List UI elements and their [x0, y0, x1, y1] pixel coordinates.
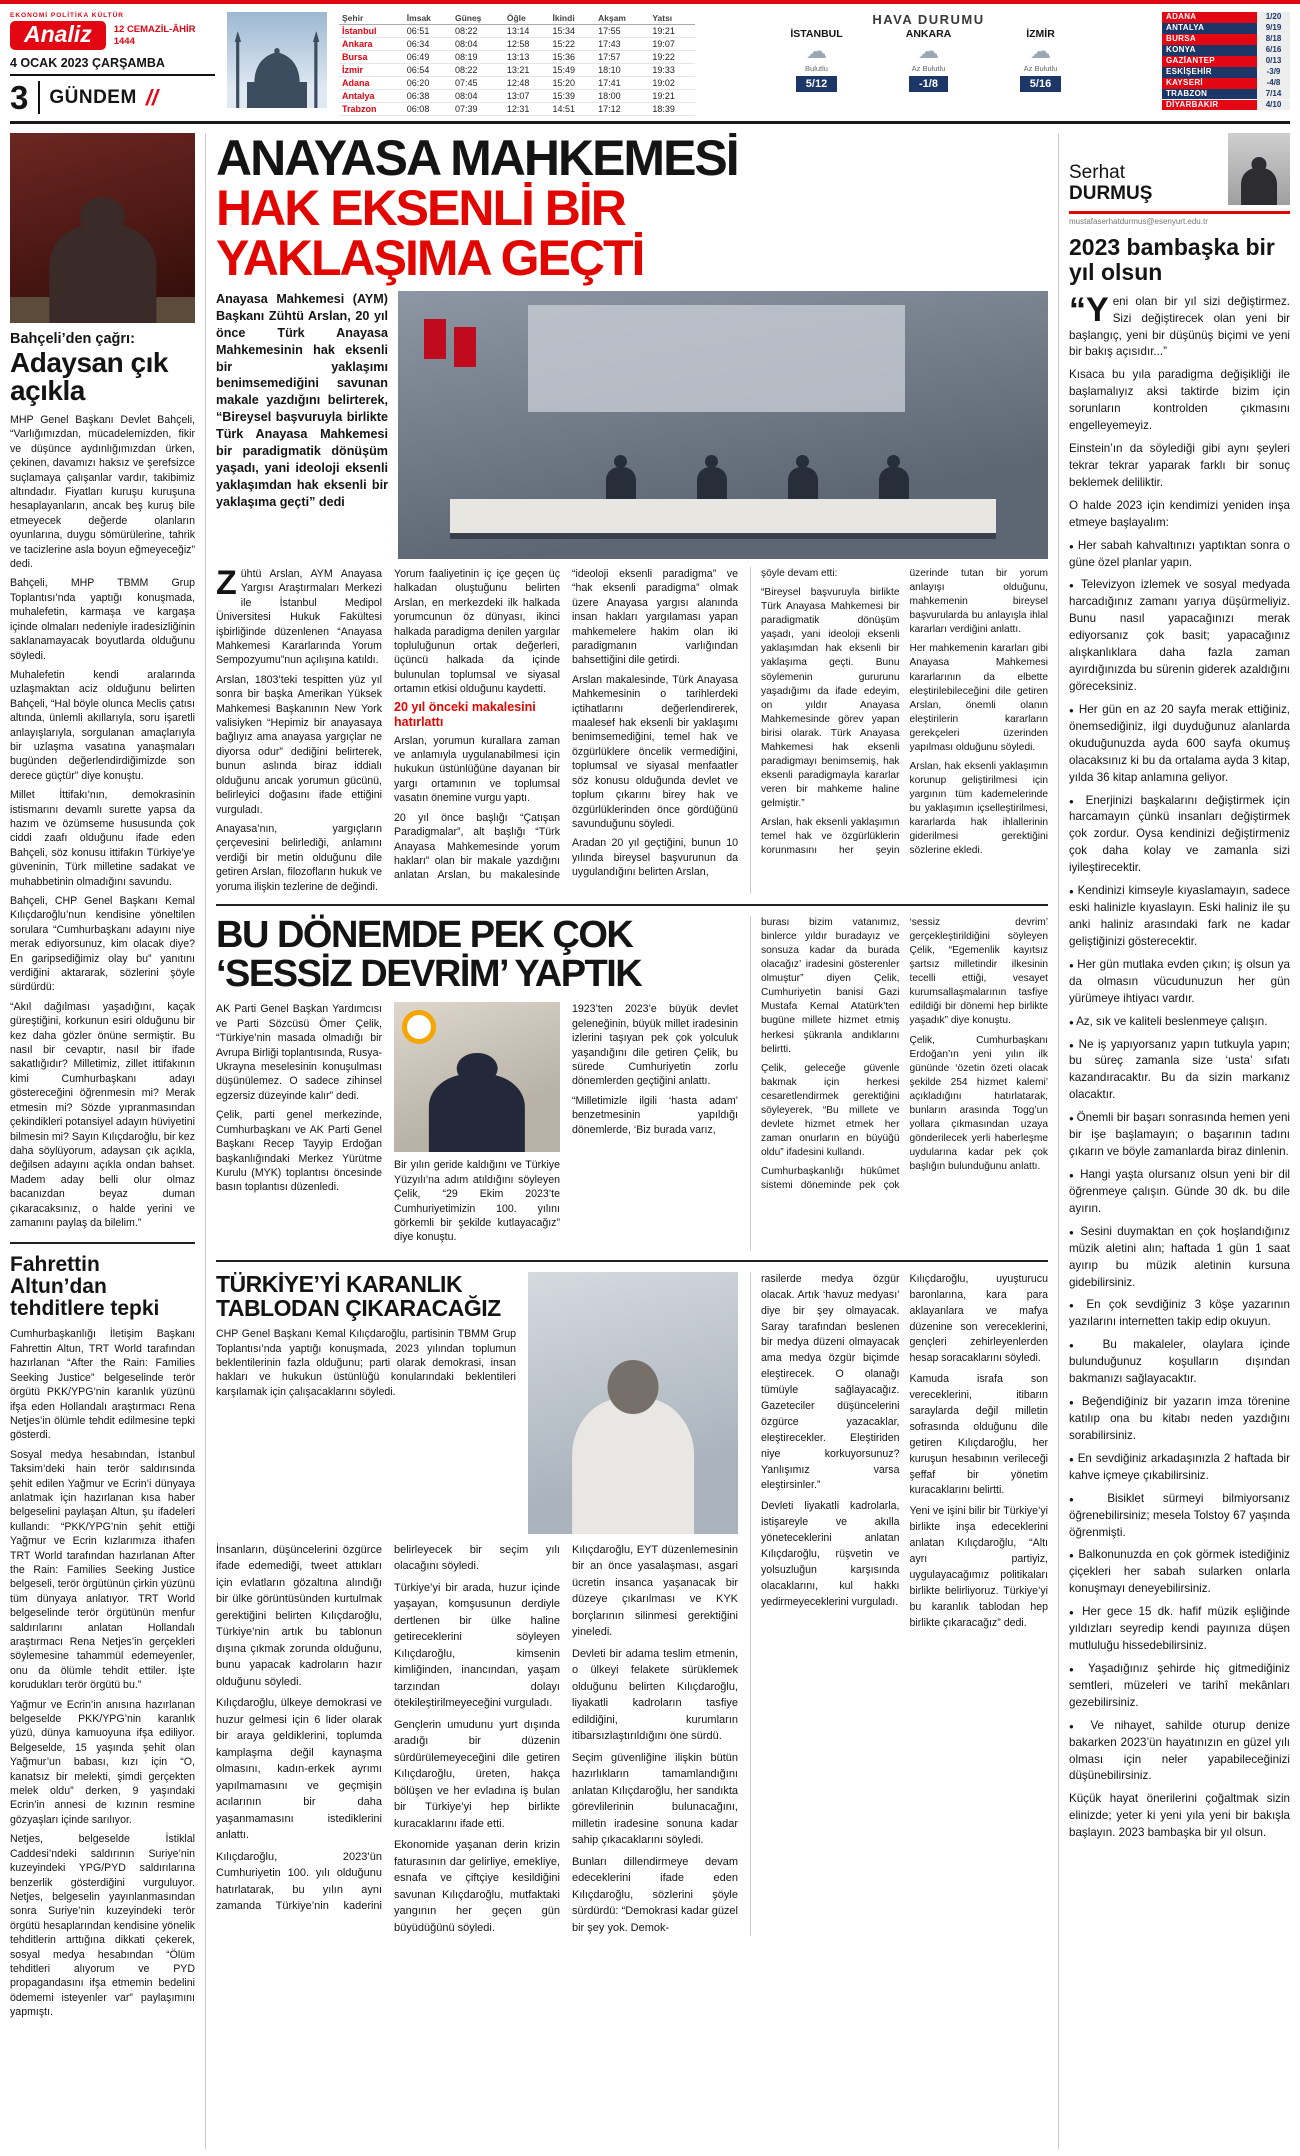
- temperature-badge: -1/8: [909, 76, 948, 92]
- column-header: Güneş: [452, 12, 504, 25]
- brand-tagline: EKONOMİ POLİTİKA KÜLTÜR: [10, 12, 124, 19]
- columnist-column: [1058, 133, 1290, 2149]
- weather-condition: Bulutlu: [805, 64, 828, 74]
- prayer-times-table: [339, 12, 695, 116]
- city-name: ANKARA: [905, 28, 952, 40]
- paragraph: Cumhurbaşkanlığı hükûmet sistemi döneminde pek çok ‘sessiz devrim’ gerçekleştirildiğini söyleyen Çelik, “Egemenlik kayıtsız şartsız milletindir ilkesinin tecelli ettiği, vesayet kurumsallaşmalarının tasfiye edildiği bir dönemi hep birlikte yaşadık” diye konuştu.: [761, 916, 1048, 1192]
- kilicdaroglu-headline: [216, 1272, 516, 1320]
- city-temp-row: [1162, 78, 1290, 89]
- panel-table-shape: [450, 499, 996, 533]
- columnist-header: [1069, 133, 1290, 214]
- weather-title: HAVA DURUMU: [872, 12, 985, 27]
- city-name: KAYSERİ: [1162, 78, 1257, 89]
- bullet-item: ● Enerjinizi başkalarını değiştirmek için harcamayın çünkü insanları değiştirmek çok zordur. Oysa kendinizi değiştirmeniz çok daha kolay ve zamanla sizi iyileştirecektir.: [1069, 793, 1290, 878]
- weather-city: [771, 28, 863, 92]
- prayer-times-header: [339, 12, 695, 25]
- kilicdaroglu-article-continuation: [750, 1272, 1048, 1937]
- paragraph: Ekonomide yaşanan derin krizin faturasının dar gelirliye, emekliye, esnafa ve çiftçiye kesildiğini savunan Kılıçdaroğlu, mutfaktaki yangının her geçen gün büyüdüğünü söyledi.: [394, 1839, 560, 1934]
- paragraph: Kılıçdaroğlu, uyuşturucu baronlarına, kara para aklayanlara ve mafya düzenine son vereceklerini, gençleri zehirleyenlerden hesap soracaklarını söyledi.: [909, 1272, 1048, 1365]
- prayer-times-row: İstanbul 06:51 08:22 13:14 15:34 17:55 19:21: [339, 25, 695, 38]
- bullet-item: ● Bisiklet sürmeyi bilmiyorsanız öğrenebilirsiniz; mesela Tolstoy 67 yaşında öğrenmişti.: [1069, 1491, 1290, 1542]
- city-name: Trabzon: [339, 103, 404, 116]
- mosque-silhouette-icon: [227, 12, 327, 108]
- temperature-value: 0/13: [1257, 56, 1290, 67]
- issue-date: 4 OCAK 2023 ÇARŞAMBA: [10, 56, 215, 76]
- columnist-last-name: DURMUŞ: [1069, 183, 1153, 205]
- aym-article-body: [216, 564, 738, 894]
- kilicdaroglu-article-body: [216, 1542, 738, 1937]
- bahceli-headline: Adaysan çık açıkla: [10, 347, 168, 406]
- bullet-item: ● Beğendiğiniz bir yazarın imza törenine katılıp ona bu kitabı neden yazdığını sorabilirsiniz.: [1069, 1394, 1290, 1445]
- paragraph: Çelik, Cumhurbaşkanı Erdoğan’ın yeni yılın ilk gününde ‘özetin özeti olacak şekilde 254 hizmet kalemi’ açıkladığını hatırlatarak, bunların arasında Togg’un yollara çıkmasından uzaya gönderilecek yerli haberleşme uydularına kadar pek çok başlığın bulunduğunu anlattı.: [909, 1034, 1048, 1173]
- column-header: Akşam: [595, 12, 649, 25]
- paragraph: Yorum faaliyetinin iç içe geçen üç halkadan oluştuğunu belirten Arslan, en merkezdeki ilk halkada yorumcunun öz dünyası, ikinci halkada paradigma denilen yargılar topluluğunun ortak değerleri, üçüncü halkada da içinde bulunulan toplumsal ve siyasal ortamın etkisi olduğunu kaydetti.: [394, 568, 560, 696]
- bullet-item: ● Az, sık ve kaliteli beslenmeye çalışın.: [1069, 1014, 1290, 1031]
- paragraph: “Milletimizle ilgili ‘hasta adam’ benzetmesinin yapıldığı dönemlerde, ‘Biz burada varız,: [572, 1094, 738, 1136]
- paragraph: Einstein’ın da söylediği gibi aynı şeyleri tekrar tekrar yaparak farklı bir sonuç beklemek deliliktir.: [1069, 442, 1290, 489]
- columnist-portrait: [1228, 133, 1290, 205]
- temperature-badge: 5/16: [1020, 76, 1061, 92]
- bullet-item: ● Ve nihayet, sahilde oturup denize bakarken 2023’ün hayatınızın en güzel yılı olması için neler yapabileceğinizi düşünebilirsiniz.: [1069, 1718, 1290, 1786]
- column-intro: [1069, 290, 1290, 532]
- article-divider: [216, 904, 1048, 906]
- kilicdaroglu-article: [216, 1272, 1048, 1937]
- stage-backdrop-shape: [528, 305, 905, 412]
- paragraph: 20 yıl önce başlığı “Çatışan Paradigmalar”, alt başlığı “Türk Anayasa Mahkemesinde yorum hakları” olan bir makale yazdığını anlatan Arslan, bu makalesinde “ideoloji eksenli paradigma” ve “hak eksenli paradigma” olmak üzere Anayasa yargısı alanında insan hakları yargılaması yapan mahkemelere hakim olan iki paradigmanın varlığından bahsettiğini dile getirdi.: [394, 568, 738, 882]
- paragraph: Millet İttifakı’nın, demokrasinin istismarını devamlı surette yapsa da hazım ve özümseme hususunda çok ciddi zaafı olduğunu ifade eden Bahçeli, söz konusu ittifakın Türkiye’ye güveninin, Türk milletine sadakat ve muhabbetinin olmadığını savundu.: [10, 789, 195, 888]
- city-name: İZMİR: [1026, 28, 1055, 40]
- city-temp-row: [1162, 12, 1290, 23]
- prayer-times-row: Trabzon 06:08 07:39 12:31 14:51 17:12 18:39: [339, 103, 695, 116]
- aym-article: [216, 133, 1048, 894]
- aym-headline: [216, 133, 741, 286]
- paragraph: şöyle devam etti:: [761, 568, 838, 579]
- header-rule: [10, 121, 1290, 124]
- column-header: Şehir: [339, 12, 404, 25]
- person-silhouette-icon: [429, 1074, 525, 1152]
- person-silhouette-icon: [697, 467, 727, 501]
- bahceli-photo: [10, 133, 195, 323]
- city-name: ADANA: [1162, 12, 1257, 23]
- headline-line: ‘SESSİZ DEVRİM’ YAPTIK: [216, 952, 642, 995]
- bullet-item: ● Hangi yaşta olursanız olsun yeni bir dil öğrenmeye çalışın. Günde 30 dk. bu dile ayırın.: [1069, 1167, 1290, 1218]
- bullet-item: ● Önemli bir başarı sonrasında hemen yeni bir işe başlamayın; o başarının tadını çıkarın ve böyle zamanlarda biraz dinlenin.: [1069, 1110, 1290, 1161]
- columnist-email: mustafaserhatdurmus@esenyurt.edu.tr: [1069, 217, 1208, 226]
- cloud-icon: ☁: [806, 40, 827, 63]
- paragraph: Arslan, hak eksenli yaklaşımın temel hak ve özgürlüklerin korunmasını her şeyin üzerinde tutan bir yorum anlayışı olduğunu, mahkemenin bireysel başvurularda bu anlayışla ihlal kararları verdiğini anlattı.: [761, 568, 1048, 857]
- prayer-times-row: Adana 06:20 07:45 12:48 15:20 17:41 19:02: [339, 77, 695, 90]
- left-column: [10, 133, 206, 2149]
- bullet-item: ● Ne iş yapıyorsanız yapın tutkuyla yapın; bu süreç zamanla size ‘usta’ sıfatı kazandıracaktır. Bu da sizin markanız olacaktır.: [1069, 1037, 1290, 1105]
- columnist-first-name: Serhat: [1069, 162, 1125, 184]
- person-silhouette-icon: [606, 467, 636, 501]
- paragraph: Netjes, belgeselde İstiklal Caddesi’ndeki saldırının Suriye’nin kuzeyindeki YPG/PYD saldırılarına benzerlik gösterdiğini vurguluyor. Netjes, belgeselin yayınlanmasından sonra Suriye’nin kuzeyindeki terör örgütü hesaplarından kendisine yönelik tehditlerin arttığına dikkati çekerek, sosyal medya hesabından “Ölüm tehditleri alıyorum ve PYD propagandasını ifşa etmemin bedelini ödememi isteyenler var” paylaşımını yapmıştı.: [10, 1833, 195, 2019]
- column-title: 2023 bambaşka bir yıl olsun: [1069, 234, 1275, 285]
- paragraph: Bahçeli, CHP Genel Başkanı Kemal Kılıçdaroğlu’nun kendisine yöneltilen sorulara “Cumhurbaşkanı adayını niye merak ediyorsunuz, kim olacak diye? En garipsediğimiz olay bu” yanıtını verdiğini aktararak, sözlerini şöyle sürdürdü:: [10, 895, 195, 994]
- temperature-value: -4/8: [1257, 78, 1290, 89]
- symposium-photo: [398, 291, 1048, 559]
- city-temp-row: [1162, 56, 1290, 67]
- prayer-times-row: Ankara 06:34 08:04 12:58 15:22 17:43 19:07: [339, 38, 695, 51]
- masthead: [10, 12, 215, 114]
- temperature-badge: 5/12: [796, 76, 837, 92]
- brand-logo: Analiz: [10, 21, 106, 50]
- city-name: KONYA: [1162, 45, 1257, 56]
- temperature-value: 8/18: [1257, 34, 1290, 45]
- page-info: [10, 76, 215, 114]
- city-name: Ankara: [339, 38, 404, 51]
- city-name: GAZİANTEP: [1162, 56, 1257, 67]
- city-name: Antalya: [339, 90, 404, 103]
- paragraph: Anayasa’nın, yargıçların çerçevesini belirlediği, anlamını verdiği bir metin olduğunu dile getiren Arslan, filozofların hukuk ve yoruma ilişkin tezlerine de değindi.: [216, 822, 382, 893]
- person-silhouette-icon: [1241, 168, 1277, 205]
- paragraph: Arslan, yorumun kurallara zaman ve anlamıyla uygulanabilmesi için hukukun üstünlüğüne dayanan bir yargı ortamının ve toplumsal vasatın önemine vurgu yaptı.: [394, 734, 560, 805]
- city-name: İSTANBUL: [790, 28, 843, 40]
- city-name: Adana: [339, 77, 404, 90]
- city-temp-row: [1162, 34, 1290, 45]
- paragraph: AK Parti Genel Başkan Yardımcısı ve Parti Sözcüsü Ömer Çelik, “Türkiye’nin masada olmadığı bir Avrupa Birliği toplantısında, Rusya-Ukrayna meselesinin konuşulması düşünülemez. O sadece zihinsel egzersiz düzeyinde kalır” dedi.: [216, 1003, 382, 1102]
- center-column: [216, 133, 1048, 2149]
- bullet-item: ● Bu makaleler, olaylara içinde bulunduğunuz koşulların dışından bakmanızı sağlayacaktır.: [1069, 1337, 1290, 1388]
- bahceli-article-body: [10, 413, 195, 1230]
- city-temp-row: [1162, 45, 1290, 56]
- weather-condition: Az Bulutlu: [911, 64, 946, 74]
- body-column: [216, 1002, 382, 1249]
- paragraph: Seçim güvenliğine ilişkin bütün hazırlıkların tamamlandığını anlatan Kılıçdaroğlu, her sandıkta görevlilerinin bulunacağını, milletin iradesine sonuna kadar sahip çıkacaklarını söyledi.: [572, 1751, 738, 1847]
- city-name: DİYARBAKIR: [1162, 100, 1257, 111]
- paragraph: Bunları dillendirmeye devam edeceklerini ifade eden Kılıçdaroğlu, sözlerini şöyle sürdürdü: “Demokrasi kadar güzel bir şey yok. Demok-: [572, 1855, 738, 1934]
- city-name: ANTALYA: [1162, 23, 1257, 34]
- party-logo-icon: [402, 1010, 436, 1044]
- person-silhouette-icon: [788, 467, 818, 501]
- paragraph: burası bizim vatanımız, binlerce yıldır buradayız ve sonsuza kadar da burada olacağız’ iradesini gösterenler olmuştur” diyen Çelik, Cumhuriyetin banisi Gazi Mustafa Kemal Atatürk’ten bugüne millete hizmet etmiş herkesi şükranla andıklarını belirtti.: [761, 916, 900, 1055]
- article-kicker: Bahçeli’den çağrı:: [10, 331, 135, 347]
- bullet-item: ● En çok sevdiğiniz 3 köşe yazarının yazılarını internetten takip edip okuyun.: [1069, 1297, 1290, 1331]
- city-name: TRABZON: [1162, 89, 1257, 100]
- bullet-item: ● Her gün mutlaka evden çıkın; iş olsun ya da olmasın vücudunuzun her gün yürümeye ihtiyacı vardır.: [1069, 957, 1290, 1008]
- city-temp-row: [1162, 100, 1290, 111]
- paragraph: Türkiye’yi bir arada, huzur içinde yaşayan, komşusunun derdiyle dertlenen bir ülke haline getireceklerini söyleyen Kılıçdaroğlu, kimsenin kimliğinden, inancından, yaşam tarzından dolayı ötekileştirilmeyeceğini vurguladı.: [394, 1581, 560, 1710]
- lead-paragraph: Anayasa Mahkemesi (AYM) Başkanı Zühtü Arslan, 20 yıl önce Türk Anayasa Mahkemesinin hak eksenli bir yaklaşımı benimsemediğini savunan makale yazdığını belirterek, “Bireysel başvuruyla birlikte Türk Anayasa Mahkemesi bir paradigmatik dönüşüm yaşadı, yani ideoloji eksenli yaklaşımdan hak eksenli bir yaklaşıma geçti” dedi: [216, 292, 388, 509]
- bullet-item: ● Her gün en az 20 sayfa merak ettiğiniz, önemsediğiniz, ilgi duyduğunuz alanlarda okuduğunuzda ayda 600 sayfa okumuş olacaksınız ki bu da ortalama ayda 3 kitap, yılda 36 kitap anlamına geliyor.: [1069, 702, 1290, 787]
- section-slashes-icon: //: [145, 84, 159, 110]
- section-name: GÜNDEM: [49, 86, 137, 108]
- person-silhouette-icon: [879, 467, 909, 501]
- paragraph: Muhalefetin kendi aralarında uzlaşmaktan aciz olduğunu belirten Bahçeli, “Hal böyle olunca Meclis çatısı altında, ünlemli akıllarıyla, soru işaretli anlayışlarıyla, sorgulanan amaçlarıyla bir uzlaşma vasatına yanaşmaları bugünden değerlendirdiğimizde son derece güçtür” diye konuştu.: [10, 668, 195, 782]
- paragraph: Yağmur ve Ecrin’in anısına hazırlanan belgeselde PKK/YPG’nin karanlık yüzü, dünya kamuoyuna ifşa ediliyor. Belgeselde, 15 yaşında şehit olan Yağmur’un babası, kızı için “O, kanatsız bir melekti, şimdi gerçekten melek oldu” derken, 9 yaşındaki Ecrin’in annesi de kızının resmine gözyaşları içinde sarılıyor.: [10, 1698, 195, 1826]
- article-divider: [216, 1260, 1048, 1262]
- paragraph: Arslan, 1803’teki tespitten yüz yıl sonra bir başka Amerikan Yüksek Mahkemesi Başkanının New York valisiyken “Hepimiz bir anayasaya bağlıyız ama anayasa yargıçlar ne diyorsa odur” dediğini belirterek, bunun aslında biraz iddialı olduğunu ancak yorumun gücünü, belirleyici doğasını ifade ettiğini vurguladı.: [216, 673, 382, 816]
- aym-article-continuation: [750, 567, 1048, 894]
- bullet-item: ● Her gece 15 dk. hafif müzik eşliğinde yıldızları seyredip kendi payınıza düşen mutluluğu hissedebilirsiniz.: [1069, 1604, 1290, 1655]
- city-temp-row: [1162, 67, 1290, 78]
- weather-condition: Az Bulutlu: [1023, 64, 1058, 74]
- celik-article-body: [216, 1002, 738, 1249]
- hijri-date: 12 CEMAZİL-ÂHİR 1444: [113, 24, 196, 47]
- paragraph: Kısaca bu yıla paradigma değişikliği ile başlamalıyız aksi taktirde bizim için sorunların kontrolden çıkmasını engelleyemeyiz.: [1069, 368, 1290, 433]
- page-body: [10, 133, 1290, 2149]
- paragraph: Kılıçdaroğlu, 2023’ün Cumhuriyetin 100. yılı olduğunu hatırlatarak, bu yılın aynı zamanda Türkiye’nin kaderini belirleyecek bir seçim yılı olacağını söyledi.: [216, 1543, 560, 1913]
- paragraph: Sosyal medya hesabından, İstanbul Taksim’deki hain terör saldırısında şehit edilen Yağmur ve Ecrin’i dünyaya anlatmak için hazırlanan kısa haber belgeselini paylaşan Altun, şu ifadeleri kullandı: “PKK/YPG’nin şehit ettiği Yağmur ve Ecrin kızlarımıza ithafen TRT World tarafından hazırlanan After the Rain: Families Seeking Justice belgeseli, terör örgütünün çirkin yüzünü tüm dünyaya anlatıyor. TRT World belgeselinde terör örgütünün menfur saldırılarını anlatan Hollandalı araştırmacı Rena Netjes’in gerçekleri söylemesine tahammül edemeyenler, onu da ölümle tehdit ettiler. İşte korudukları terör örgütü bu.”: [10, 1448, 195, 1692]
- paragraph: Devleti liyakatli kadrolarla, istişareyle ve akılla yöneteceklerini anlatan Kılıçdaroğlu, rüşvetin ve yolsuzluğun karşısında olacaklarını, kul hakkı yedirmeyeceklerini vurguladı.: [761, 1500, 900, 1608]
- lead-paragraph: CHP Genel Başkanı Kemal Kılıçdaroğlu, partisinin TBMM Grup Toplantısı’nda yaptığı konuşmada, 2023 yılından toplumun beklentilerinin fazla olduğunu; parti olarak demokrasi, insan hakları ve hukukun üstünlüğü konularındaki beklentileri karşılamak için çalışacaklarını söyledi.: [216, 1328, 516, 1398]
- paragraph: Gençlerin umudunu yurt dışında aradığı bir düzenin sürdürülemeyeceğini dile getiren Kılıçdaroğlu, üreten, hakça bölüşen ve her evladına iş bulan bir Türkiye’yi hep birlikte kuracaklarını ifade etti.: [394, 1718, 560, 1830]
- person-silhouette-icon: [572, 1398, 694, 1534]
- paragraph: O halde 2023 için kendimizi yeniden inşa etmeye başlayalım:: [1069, 498, 1290, 529]
- bullet-item: ● Balkonunuzda en çok görmek istediğiniz çiçekleri her sabah sularken onlarla konuşmayı deneyebilirsiniz.: [1069, 1547, 1290, 1598]
- headline-line: HAK EKSENLİ BİR: [216, 180, 625, 236]
- paragraph: Cumhurbaşkanlığı İletişim Başkanı Fahrettin Altun, TRT World tarafından hazırlanan “After the Rain: Families Seeking Justice” belgeselinde terör örgütü PKK/YPG’nin karanlık yüzünü ifşa eden Hollandalı araştırmacı Rena Netjes’in ölümle tehdit edilmesine tepki gösterdi.: [10, 1328, 195, 1442]
- bullet-item: ● Her sabah kahvaltınızı yaptıktan sonra o güne özel planlar yapın.: [1069, 538, 1290, 572]
- city-temp-row: [1162, 23, 1290, 34]
- column-header: İmsak: [404, 12, 452, 25]
- column-header: Yatsı: [649, 12, 695, 25]
- city-name: BURSA: [1162, 34, 1257, 45]
- celik-headline: [216, 913, 738, 995]
- paragraph: Her mahkemenin kararları gibi Anayasa Mahkemesi kararlarının da elbette eleştirilebileceğini dile getiren Arslan, önemli olanın eleştirilerin kararların gerekçeleri üzerinden yapılması olduğunu söyledi.: [909, 643, 1048, 753]
- paragraph: Çelik, geleceğe güvenle bakmak için herkesi cesaretlendirmek gerektiğini söyleyerek, “Bu millete ve devlete hizmet etmek her zaman onurların en büyüğü oldu” ifadesini kullandı.: [761, 1062, 900, 1159]
- bullet-item: ● En sevdiğiniz arkadaşınızla 2 haftada bir kahve içmeye çıkabilirsiniz.: [1069, 1451, 1290, 1485]
- paragraph: Devleti bir adama teslim etmenin, o ülkeyi felakete sürüklemek olduğunu belirten Kılıçdaroğlu, liyakatli kadroların tasfiye edildiğini, kurumların itibarsızlaştırıldığını öne sürdü.: [572, 1647, 738, 1743]
- prayer-times-row: Bursa 06:49 08:19 13:13 15:36 17:57 19:22: [339, 51, 695, 64]
- page-number: 3: [10, 81, 40, 114]
- city-name: ESKİŞEHİR: [1162, 67, 1257, 78]
- bullet-item: ● Yaşadığınız şehirde hiç gitmediğiniz semtleri, müzeleri ve tarihî mekânları gezebilirsiniz.: [1069, 1661, 1290, 1712]
- kilicdaroglu-photo: [528, 1272, 738, 1534]
- paragraph: Kamuda israfa son vereceklerini, itibarın saraylarda değil milletin sofrasında olduğunu dile getiren Kılıçdaroğlu, her kuruşun hesabının verileceği şeffaf bir yönetim kuracaklarını belirtti.: [909, 1373, 1048, 1497]
- paragraph: Aradan 20 yıl geçtiğini, bunun 10 yılında bireysel başvurunun da uygulandığını belirten Arslan,: [572, 837, 738, 879]
- city-name: İstanbul: [339, 25, 404, 38]
- bullet-item: ● Sesini duymaktan en çok hoşlandığınız müzik aletini alın; haftada 1 gün 1 saat ayırıp bu müzik aletinin kursuna gidebilirsiniz.: [1069, 1224, 1290, 1292]
- cloud-icon: ☁: [918, 40, 939, 63]
- prayer-times-row: İzmir 06:54 08:22 13:21 15:49 18:10 19:33: [339, 64, 695, 77]
- weather-city: [883, 28, 975, 92]
- temperature-value: 7/14: [1257, 89, 1290, 100]
- temperature-value: 9/19: [1257, 23, 1290, 34]
- celik-article-continuation: [750, 916, 1048, 1250]
- column-outro: Küçük hayat önerilerini çoğaltmak sizin elinizde; yeter ki yeni yıla yeni bir bakışla başlayın. 2023 bambaşka bir yıl olsun.: [1069, 1792, 1290, 1840]
- column-header: İkindi: [549, 12, 595, 25]
- paragraph: Arslan makalesinde, Türk Anayasa Mahkemesinin o tarihlerdeki içtihatlarını değerlendirerek, maalesef hak eksenli bir yaklaşımı benimsemediğini, temel hak ve özgürlüklere öncelik vermediğini, toplumsal ve siyasal menfaatler söz konusu olduğunda devlet ve toplum çıkarını birey hak ve özgürlüklerinden önce gördüğünü savunduğunu söyledi.: [572, 673, 738, 830]
- page-header: [10, 12, 1290, 114]
- body-column: [394, 1002, 560, 1249]
- paragraph: MHP Genel Başkanı Devlet Bahçeli, “Varlığımızdan, mücadelemizden, fikir ve düşünce aydınlığımızdan ürken, çekinen, davamızı haksız ve şerefsizce suçlamaya çalışanlar vardır, takibimiz altındadır. Fiyatları kuruşu kuruşuna hesaplayanların, ancak beş kuruş bile etmeyecek değerde olanların oyunlarına, duygu sömürülerine, tahrik ve tacizlerine asla boyun eğmeyeceğiz” dedi.: [10, 414, 195, 571]
- temperature-value: 6/16: [1257, 45, 1290, 56]
- paragraph: Arslan, hak eksenli yaklaşımın korunup geliştirilmesi için yargının tüm kademelerinde bu yaklaşımın içselleştirilmesi, kararlarda hak ihlallerinin giderilmesi gerektiğini sözlerine ekledi.: [909, 761, 1048, 857]
- headline-line: TÜRKİYE’Yİ KARANLIK: [216, 1270, 463, 1297]
- temperature-value: 1/20: [1257, 12, 1290, 23]
- body-column: [572, 1002, 738, 1249]
- weather-city: [995, 28, 1087, 92]
- temperature-value: -3/9: [1257, 67, 1290, 78]
- city-name: Bursa: [339, 51, 404, 64]
- paragraph: Zühtü Arslan, AYM Anayasa Yargısı Araştırmaları Merkezi ile İstanbul Medipol Üniversitesi Hukuk Fakültesi işbirliğinde düzenlenen “Anayasa Mahkemesi Kararlarında Yorum Sempozyumu”nun açılışına katıldı.: [216, 564, 382, 667]
- bullet-item: ● Kendinizi kimseyle kıyaslamayın, sadece eski halinizle kıyaslayın. Eski haliniz ile şu anki haliniz arasındaki fark ne kadar geliştiğinizi gösterecektir.: [1069, 883, 1290, 951]
- city-name: İzmir: [339, 64, 404, 77]
- paragraph: Kılıçdaroğlu, EYT düzenlemesinin bir an önce yasalaşması, asgari ücretin insanca yaşanacak bir düzeye çıkarılması ve KYK borçlarının silinmesi gerektiğini yineledi.: [572, 1543, 738, 1639]
- paragraph: 1923’ten 2023’e büyük devlet geleneğinin, büyük millet iradesinin izlerini taşıyan pek çok yolculuk yaşandığını dile getiren Çelik, bu sürede Cumhuriyetin zorlu dönemlerden geçtiğini anlattı.: [572, 1003, 738, 1088]
- paragraph: Yeni ve işini bilir bir Türkiye’yi birlikte inşa edeceklerini anlatan Kılıçdaroğlu, “Altı ayrı partiyiz, uygulayacağımız politikaları birlikte belirliyoruz. Türkiye’yi bu karanlık tablodan hep birlikte çıkaracağız” dedi.: [909, 1505, 1048, 1629]
- paragraph: “Akıl dağılması yaşadığını, kaçak güreştiğini, korkunun esiri olduğunu bir kez daha gözler önüne sermiştir. Bu nasıl bir cevaptır, nasıl bir ifade sakatlığıdır? Milletimiz, zillet ittifakının kimi Cumhurbaşkanı adayı göstereceğini öğrenmesin mi? Merak etmesin mi? Sözde yıpranmasından çekindikleri potansiyel adayın hüviyetini bilmesin mi? Sayın Kılıçdaroğlu, bir kez daha söylüyorum, adaysan çık açıkla, değilsen adayını açıkla ondan bahset. Madem aday belli olur olmaz bacanızdan beyaz duman çıkaracaksınız, o halde yerini ve zamanını paylaş da bilelim.”: [10, 1000, 195, 1229]
- city-temperatures: [1162, 12, 1290, 111]
- bullet-item: ● Televizyon izlemek ve sosyal medyada harcadığınız zamanı yarıya düşürmeliyiz. Bunu nasıl yapacağınızı merak ediyorsanız çok basit; yapacağınız alışkanlıklara daha fazla zaman ayırdığınızda bu sürenin giderek azaldığını göreceksiniz.: [1069, 577, 1290, 695]
- temperature-value: 4/10: [1257, 100, 1290, 111]
- paragraph: Çelik, parti genel merkezinde, Cumhurbaşkanı ve AK Parti Genel Başkanı Recep Tayyip Erdoğan başkanlığındaki Merkez Yürütme Kurulu (MYK) toplantısı öncesinde basın toplantısı düzenledi.: [216, 1109, 382, 1194]
- paragraph: rasilerde medya özgür olacak. Artık ‘havuz medyası’ diye bir şey olmayacak. Saray tarafından beslenen bir medya düzeni olmayacak ama medya özgür biçimde eleştirecek. O olanağı tümüyle sağlayacağız. Gazeteciler düşüncelerini özgürce yazacaklar, eleştirecekler. Eleştiriden niye korkuyorsunuz? Yanlışımız varsa eleştirsinler.”: [761, 1272, 900, 1492]
- mosque-photo: [227, 12, 327, 108]
- paragraph: Bahçeli, MHP TBMM Grup Toplantısı’nda yaptığı konuşmada, muhalefetin, karmaşa ve kargaşa içinde olmaları nedeniyle iradesizliğinin saklanamayacak boyutlarda olduğunu söyledi.: [10, 577, 195, 662]
- paragraph: “Yeni olan bir yıl sizi değiştirmez. Sizi değiştirecek olan yeni bir başlangıç, yeni bir düşünüş biçimi ve yeni bir bakış açısıdır...”: [1069, 290, 1290, 359]
- person-silhouette-icon: [49, 224, 156, 323]
- turkish-flag-icon: [424, 319, 446, 359]
- altun-article-body: [10, 1327, 195, 2019]
- paragraph: Kılıçdaroğlu, ülkeye demokrasi ve huzur gelmesi için 6 lider olarak bir araya geldiklerini, toplumda kamplaşma değil kaynaşma olmasını, kadın-erkek ayrımı yapılmamasını ve geçmişin acılarının bir daha yaşanmamasını istediklerini anlattı.: [216, 1697, 382, 1842]
- column-bullet-list: [1069, 538, 1290, 1786]
- article-subhead: 20 yıl önceki makalesini hatırlattı: [394, 699, 536, 729]
- column-header: Öğle: [504, 12, 550, 25]
- turkish-flag-icon: [454, 327, 476, 367]
- headline-line: ANAYASA MAHKEMESİ: [216, 133, 738, 186]
- headline-line: BU DÖNEMDE PEK ÇOK: [216, 913, 633, 956]
- headline-line: TABLODAN ÇIKARACAĞIZ: [216, 1295, 501, 1322]
- body-group: [394, 1158, 560, 1244]
- paragraph: İnsanların, düşüncelerini özgürce ifade edemediği, tweet attıkları için evlatların gözaltına alındığı bir ülke görüntüsünden kurtulmak gerektiğini belirten Kılıçdaroğlu, Türkiye’nin artık bu tablonun dışına çıkmak zorunda olduğunu, bunu yapacak kadroların hazır olduğunu söyledi.: [216, 1543, 382, 1688]
- weather-panel: [707, 12, 1150, 114]
- altun-headline: Fahrettin Altun’dan tehditlere tepki: [10, 1242, 195, 1320]
- paragraph: Bir yılın geride kaldığını ve Türkiye Yüzyılı’na adım atıldığını söyleyen Çelik, “29 Ekim 2023’te Cumhuriyetimizin 100. yılını görkemli bir şekilde kutlayacağız” diye konuştu.: [394, 1159, 560, 1244]
- city-temp-row: [1162, 89, 1290, 100]
- cloud-icon: ☁: [1030, 40, 1051, 63]
- celik-article: [216, 913, 1048, 1250]
- headline-line: YAKLAŞIMA GEÇTİ: [216, 230, 644, 286]
- celik-photo: [394, 1002, 560, 1152]
- paragraph: “Bireysel başvuruyla birlikte Türk Anayasa Mahkemesi bir paradigmatik dönüşüm yaşadı, yani ideoloji eksenli yaklaşımdan hak eksenli bir yaklaşıma geçti. Bunu söylemenin gururunu yaşadığımı da ifade edeyim, on yıldır Anayasa Mahkemesinde görev yapan birisi olarak. Türk Anayasa Mahkemesi hak eksenli paradigmayı benimsemiş, hak eksenli paradigmayla kararlar veren bir mahkeme haline gelmiştir.”: [761, 587, 900, 810]
- prayer-times-row: Antalya 06:38 08:04 13:07 15:39 18:00 19:21: [339, 90, 695, 103]
